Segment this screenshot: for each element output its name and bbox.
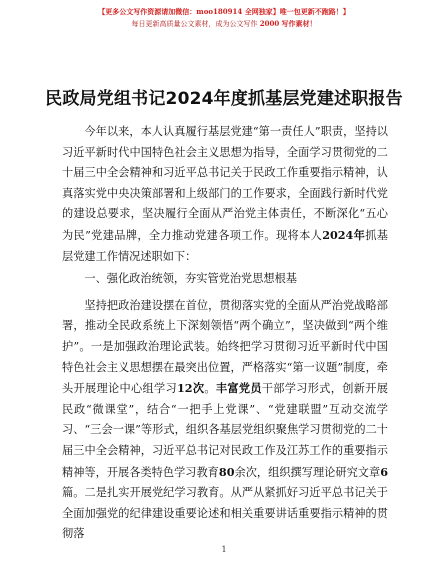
p2-count-80: 80 — [218, 464, 235, 479]
p2-part-c: 。 — [204, 382, 216, 396]
p2-part-a: 坚持把政治建设摆在首位，贯彻落实党的全面从严治党战略部署，推动全民政系统上下深刻领悟“两个确立”，坚决做到“两个维护”。一是加强政治理论武装。始终把学习贯彻习近平新时代中国特色社会主义思想摆在最突出位置，严格落实“第一议题”制度，牵头开展理论中心组学习 — [62, 298, 388, 396]
promo-line-2-count: 2000 — [259, 19, 280, 28]
paragraph-intro — [62, 122, 388, 267]
p2-bold-phrase: 丰富党员 — [215, 381, 262, 396]
promo-line-2 — [0, 18, 448, 30]
p2-part-i: 篇。二是扎实开展党纪学习教育。从严从紧抓好习近平总书记关于全面加强党的纪律建设重要论述和相关重要讲话重要指示精神的贯彻落 — [62, 486, 388, 541]
promo-line-1: 【更多公文写作资源请加微信：moo180914 全网独家】唯一包更新不跑路！】 — [98, 7, 350, 16]
p2-count-6: 6 — [380, 464, 388, 479]
page-number: 1 — [221, 545, 227, 554]
promo-line-2-c: 写作素材！ — [281, 19, 317, 28]
year-highlight: 2024年 — [322, 227, 366, 242]
p2-part-g: 余次，组织撰写理论研究文章 — [234, 465, 381, 479]
section-heading-1: 一、强化政治统领，夯实管党治党思想根基 — [84, 272, 297, 286]
promo-banner — [0, 6, 448, 30]
document-body — [62, 122, 388, 545]
paragraph-intro-tail: 抓基层党建工作情况述职如下： — [62, 228, 388, 263]
p2-part-e: 干部学习形式，创新开展民政“微课堂”，结合“一把手上党课”、“党建联盟”互动交流学习、“三会一课”等形式，组织各基层党组织聚焦学习贯彻党的二十届三中全会精神，习近平总书记对民政工作及江苏工作的重要指示精神等，开展各类特色学习教育 — [62, 382, 388, 479]
paragraph-intro-text: 今年以来，本人认真履行基层党建“第一责任人”职责，坚持以习近平新时代中国特色社会主义思想为指导，全面学习贯彻党的二十届三中全会精神和习近平总书记关于民政工作重要指示精神，认真落实党中央决策部署和上级部门的工作要求，全面践行新时代党的建设总要求，坚决履行全面从严治党主体责任，不断深化“五心为民”党建品牌，全力推动党建各项工作。现将本人 — [62, 125, 388, 242]
document-title: 民政局党组书记2024年度抓基层党建述职报告 — [45, 89, 403, 109]
paragraph-section-1 — [62, 296, 388, 545]
promo-line-2-a: 每日更新高质量公文素材，成为公文写作 — [131, 20, 258, 28]
p2-count-12: 12次 — [176, 381, 205, 396]
